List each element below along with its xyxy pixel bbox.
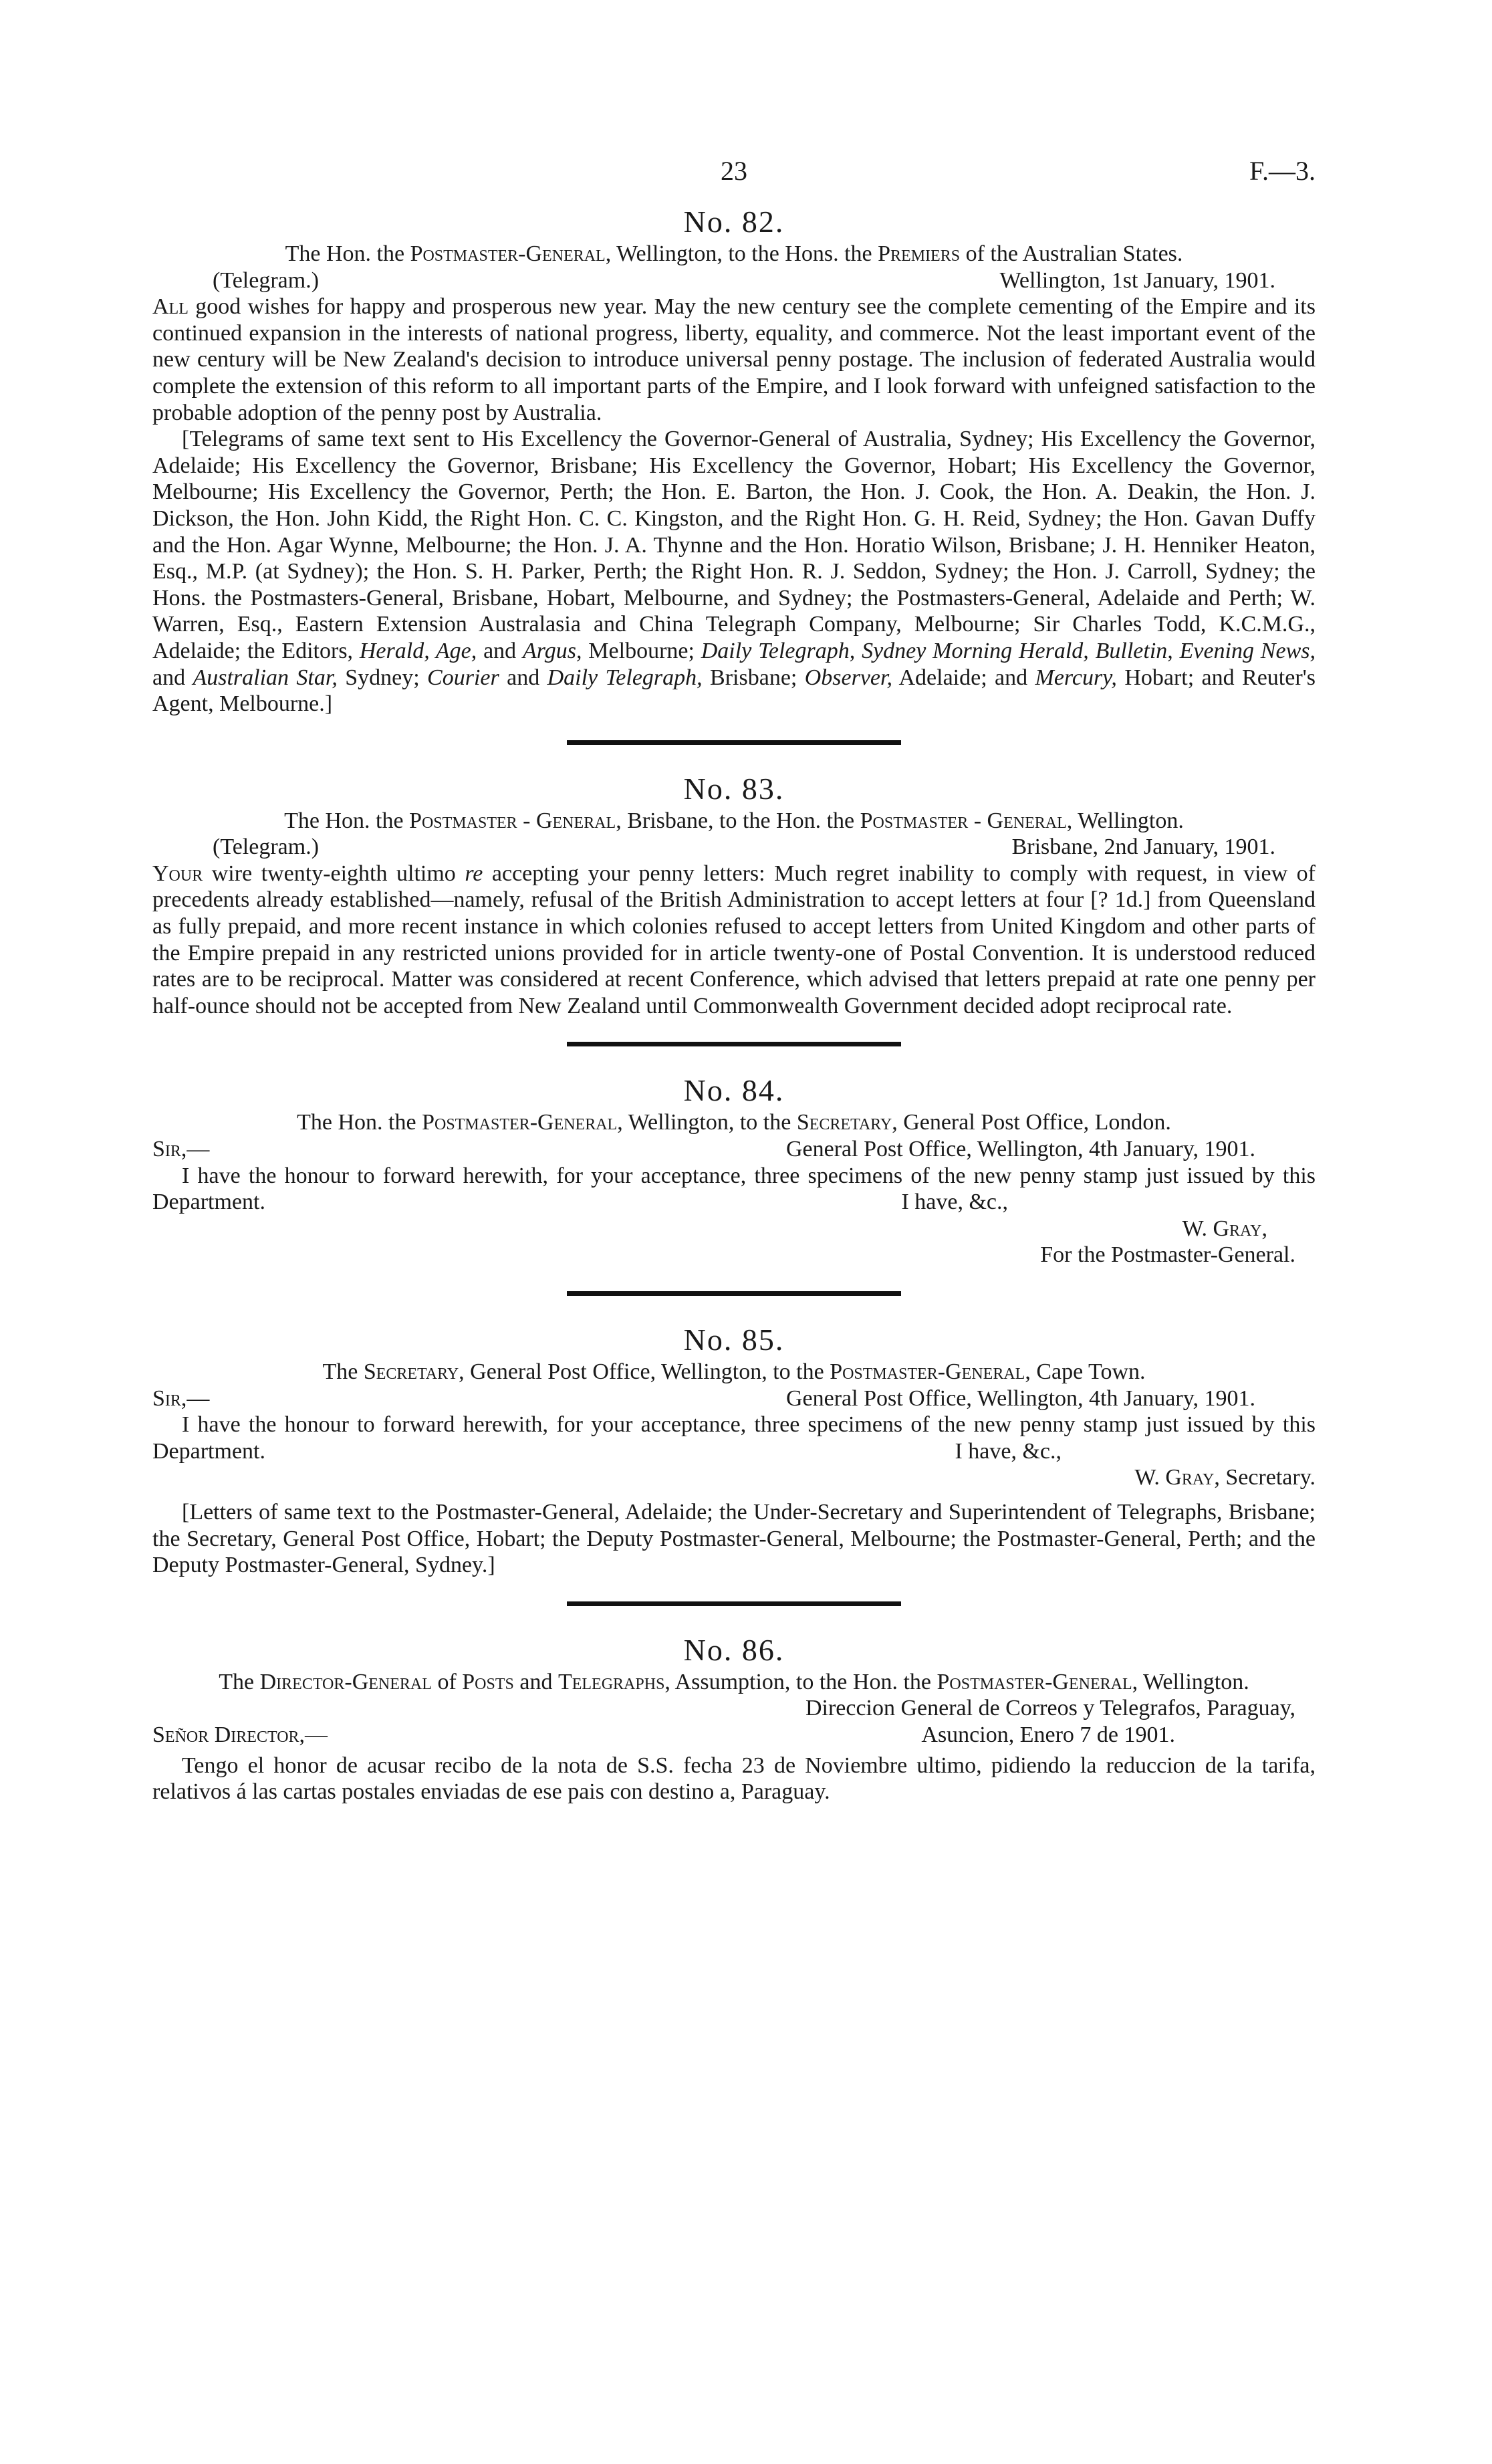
signature: W. Gray, xyxy=(1182,1216,1267,1241)
letter-body: I have the honour to forward herewith, for your acceptance, three specimens of the new penny stamp just issued by this Department. xyxy=(152,1163,1316,1215)
note-text: Sydney; xyxy=(337,665,428,690)
letter-heading: The Secretary, General Post Office, Wellington, to the Postmaster-General, Cape Town. xyxy=(322,1359,1146,1384)
salutation: Señor Director,— xyxy=(152,1722,328,1747)
note-text: and xyxy=(477,638,523,663)
letter-number: No. 86. xyxy=(683,1632,785,1667)
place-date: Asuncion, Enero 7 de 1901. xyxy=(921,1722,1175,1747)
letter-body: All good wishes for happy and prosperous new year. May the new century see the complete cementing of the Empire and its continued expansion in the interests of national progress, liberty, equality, and commerce. Not the least important event of the new century will be New Zealand's decision to introduce universal penny postage. The inclusion of federated Australia would complete the extension of this reform to all important parts of the Empire, and I look forward with unfeigned satisfaction to the probable adoption of the penny post by Australia. xyxy=(152,294,1316,425)
telegram-label: (Telegram.) xyxy=(213,834,320,860)
letter-body: I have the honour to forward herewith, for your acceptance, three specimens of the new penny stamp just issued by this Department. xyxy=(152,1412,1316,1464)
letter-heading: The Hon. the Postmaster-General, Wellington, to the Secretary, General Post Office, London. xyxy=(297,1110,1171,1135)
document-page xyxy=(152,158,1316,1805)
note-text: Brisbane; xyxy=(702,665,805,690)
newspaper-title: Herald, Age, xyxy=(359,638,477,663)
running-header xyxy=(152,158,1316,198)
letter-body: Tengo el honor de acusar recibo de la nota de S.S. fecha 23 de Noviembre ultimo, pidiendo la reduccion de la tarifa, relativos á las cartas postales enviadas de ese pais con destino a, Paraguay. xyxy=(152,1753,1316,1805)
newspaper-title: Daily Telegraph, xyxy=(547,665,703,690)
signature-title: For the Postmaster-General. xyxy=(1040,1242,1295,1268)
place-date: Brisbane, 2nd January, 1901. xyxy=(1011,834,1275,860)
section-divider xyxy=(567,740,901,745)
telegram-line xyxy=(152,267,1316,294)
letter-83 xyxy=(152,770,1316,1020)
closing: I have, &c., xyxy=(955,1438,1062,1464)
note-text: and xyxy=(152,665,193,690)
newspaper-title: Mercury, xyxy=(1035,665,1117,690)
letter-82 xyxy=(152,203,1316,717)
letter-heading: The Hon. the Postmaster-General, Wellington, to the Hons. the Premiers of the Australian States. xyxy=(285,241,1183,266)
letter-heading: The Hon. the Postmaster - General, Brisbane, to the Hon. the Postmaster - General, Wellington. xyxy=(284,808,1184,833)
newspaper-title: Daily Telegraph, Sydney Morning Herald, Bulletin, Evening News, xyxy=(701,638,1316,663)
salutation-line xyxy=(152,1385,1316,1412)
newspaper-title: Courier xyxy=(427,665,499,690)
place-date: General Post Office, Wellington, 4th January, 1901. xyxy=(786,1385,1255,1411)
note-text: Melbourne; xyxy=(582,638,701,663)
letter-number: No. 83. xyxy=(683,771,785,806)
newspaper-title: Observer, xyxy=(804,665,892,690)
note-text: Hobart; and Reuter's Agent, Melbourne.] xyxy=(152,665,1316,717)
place-date: General Post Office, Wellington, 4th January, 1901. xyxy=(786,1137,1255,1162)
salutation-line xyxy=(152,1136,1316,1163)
section-divider xyxy=(567,1042,901,1046)
letter-body: Your wire twenty-eighth ultimo re accepting your penny letters: Much regret inability to comply with request, in view of precedents already established—namely, refusal of the British Administration to accept letters at four [? 1d.] from Queensland as fully prepaid, and more recent instance in which colonies refused to accept letters from United Kingdom and other parts of the Empire prepaid in any restricted unions provided for in article twenty-one of Postal Convention. It is understood reduced rates are to be reciprocal. Matter was considered at recent Conference, which advised that letters prepaid at rate one penny per half-ounce should not be accepted from New Zealand until Commonwealth Government decided adopt reciprocal rate. xyxy=(152,861,1316,1018)
letter-number: No. 84. xyxy=(683,1073,785,1108)
document-reference: F.—3. xyxy=(1249,156,1316,186)
page-number: 23 xyxy=(721,156,747,186)
distribution-note: [Telegrams of same text sent to His Excellency the Governor-General of Australia, Sydney; His Excellency the Governor, Adelaide; His Excellency the Governor, Brisbane; His Excellency the Governor, Hobart; His Excellency the Governor, Melbourne; His Excellency the Governor, Perth; the Hon. E. Barton, the Hon. J. Cook, the Hon. A. Deakin, the Hon. J. Dickson, the Hon. John Kidd, the Right Hon. C. C. Kingston, and the Right Hon. G. H. Reid, Sydney; the Hon. Gavan Duffy and the Hon. Agar Wynne, Melbourne; the Hon. J. A. Thynne and the Hon. Horatio Wilson, Brisbane; J. H. Henniker Heaton, Esq., M.P. (at Sydney); the Hon. S. H. Parker, Perth; the Right Hon. R. J. Seddon, Sydney; the Hon. J. Carroll, Sydney; the Hons. the Postmasters-General, Brisbane, Hobart, Melbourne, and Sydney; the Postmasters-General, Adelaide and Perth; W. Warren, Esq., Eastern Extension Australasia and China Telegraph Company, Melbourne; Sir Charles Todd, K.C.M.G., Adelaide; the Editors, Herald, Age, and Argus, Melbourne; Daily Telegraph, Sydney Morning Herald, Bulletin, Evening News, and Australian Star, Sydney; Courier and Daily Telegraph, Brisbane; Observer, Adelaide; and Mercury, Hobart; and Reuter's Agent, Melbourne.] xyxy=(152,427,1316,717)
letter-heading: The Director-General of Posts and Telegraphs, Assumption, to the Hon. the Postmaster-General, Wellington. xyxy=(219,1669,1249,1694)
newspaper-title: Argus, xyxy=(523,638,582,663)
letter-84 xyxy=(152,1072,1316,1268)
place-date: Wellington, 1st January, 1901. xyxy=(999,267,1275,293)
salutation: Sir,— xyxy=(152,1385,210,1411)
newspaper-title: Australian Star, xyxy=(193,665,338,690)
salutation-line xyxy=(152,1722,1316,1749)
salutation: Sir,— xyxy=(152,1137,210,1162)
letter-86 xyxy=(152,1632,1316,1805)
section-divider xyxy=(567,1291,901,1296)
letter-number: No. 85. xyxy=(683,1323,785,1357)
office-line: Direccion General de Correos y Telegrafos, Paraguay, xyxy=(805,1696,1295,1721)
telegram-label: (Telegram.) xyxy=(213,267,320,293)
distribution-note: [Letters of same text to the Postmaster-General, Adelaide; the Under-Secretary and Superintendent of Telegraphs, Brisbane; the Secretary, General Post Office, Hobart; the Deputy Postmaster-General, Melbourne; the Postmaster-General, Perth; and the Deputy Postmaster-General, Sydney.] xyxy=(152,1499,1316,1578)
letter-number: No. 82. xyxy=(683,205,785,239)
letter-85 xyxy=(152,1321,1316,1579)
signature: W. Gray, Secretary. xyxy=(1134,1465,1316,1490)
closing: I have, &c., xyxy=(901,1190,1008,1215)
section-divider xyxy=(567,1601,901,1606)
note-text: Adelaide; and xyxy=(892,665,1035,690)
telegram-line xyxy=(152,834,1316,861)
note-text: and xyxy=(499,665,547,690)
